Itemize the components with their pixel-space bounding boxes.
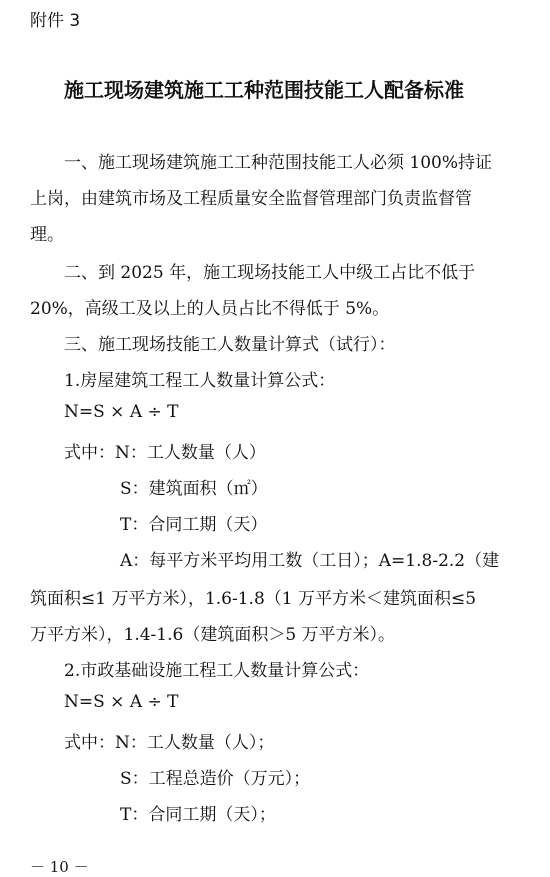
document-title: 施工现场建筑施工工种范围技能工人配备标准 — [64, 78, 464, 102]
paragraph-line: 20%，高级工及以上的人员占比不得低于 5%。 — [30, 299, 390, 319]
paragraph-line: 万平方米），1.4-1.6（建筑面积＞5 万平方米）。 — [30, 625, 396, 645]
paragraph-line: 理。 — [30, 225, 64, 245]
variable-definition: S：工程总造价（万元）； — [120, 769, 311, 789]
subsection-heading: 2.市政基础设施工程工人数量计算公式： — [64, 661, 370, 681]
paragraph-line: 二、到 2025 年，施工现场技能工人中级工占比不低于 — [64, 263, 476, 283]
variable-definition: T：合同工期（天） — [120, 515, 268, 535]
paragraph-line: 一、施工现场建筑施工工种范围技能工人必须 100%持证 — [64, 153, 493, 173]
variable-definition: 式中：N：工人数量（人）； — [64, 733, 275, 753]
formula: N=S × A ÷ T — [64, 402, 179, 422]
paragraph-line: 上岗，由建筑市场及工程质量安全监督管理部门负责监督管 — [30, 189, 472, 209]
variable-definition: 式中：N：工人数量（人） — [64, 443, 266, 463]
page-number: － 10 － — [30, 858, 89, 876]
subsection-heading: 1.房屋建筑工程工人数量计算公式： — [64, 371, 336, 391]
section-heading: 三、施工现场技能工人数量计算式（试行）： — [64, 335, 396, 355]
formula: N=S × A ÷ T — [64, 692, 179, 712]
variable-definition: A：每平方米平均用工数（工日）；A=1.8-2.2（建 — [120, 551, 500, 571]
annex-label: 附件 3 — [30, 11, 81, 31]
paragraph-line: 筑面积≤1 万平方米），1.6-1.8（1 万平方米＜建筑面积≤5 — [30, 589, 477, 609]
variable-definition: T：合同工期（天）； — [120, 805, 276, 825]
variable-definition: S：建筑面积（㎡） — [120, 479, 268, 499]
